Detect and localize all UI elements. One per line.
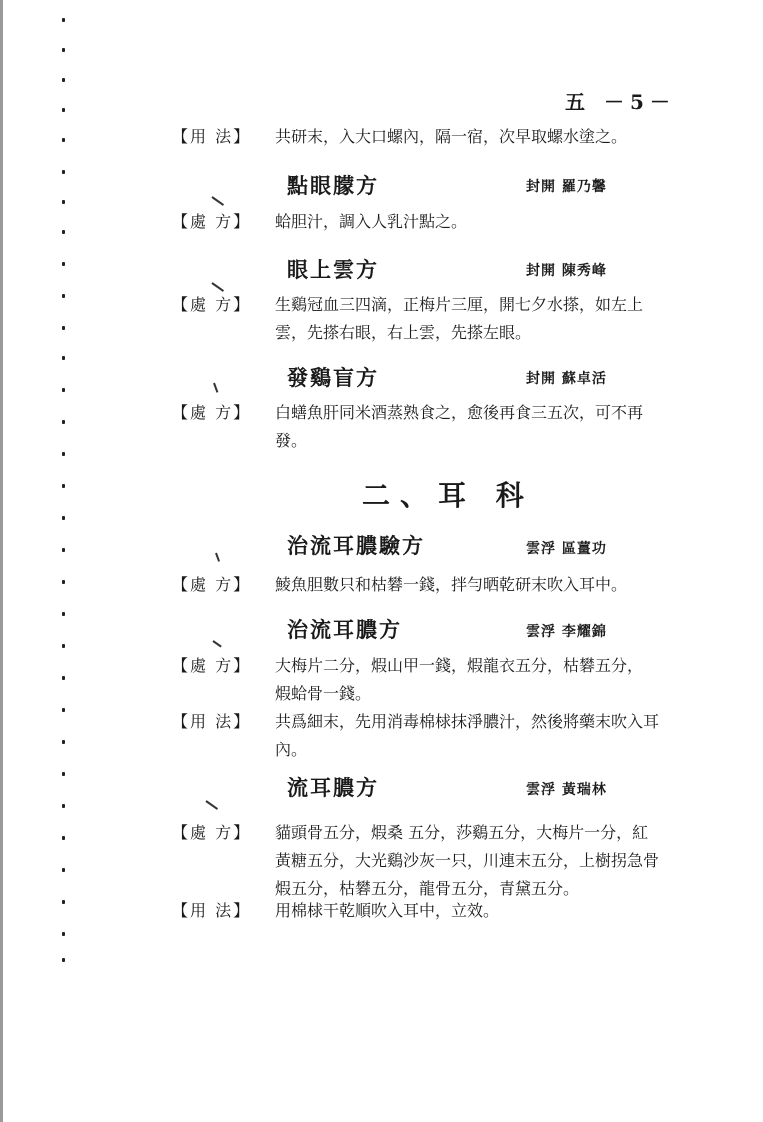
binding-hole	[62, 48, 65, 52]
text-line: 黃糖五分，大光鷄沙灰一只，川連末五分，上樹拐急骨	[275, 851, 660, 870]
text-line: 鯪魚胆數只和枯礬一錢，拌勻晒乾研末吹入耳中。	[275, 575, 628, 594]
binding-hole	[62, 356, 65, 360]
recipe-attribution: 封開 羅乃馨	[526, 179, 607, 195]
recipe-attribution: 雲浮 李耀錦	[526, 624, 607, 640]
binding-hole	[62, 326, 65, 330]
text-line: 煆五分，枯礬五分，龍骨五分，青黛五分。	[275, 879, 580, 898]
binding-hole	[62, 548, 65, 552]
check-mark	[205, 800, 218, 810]
prescription-label: 【處 方】	[172, 403, 252, 422]
check-mark	[211, 196, 224, 206]
recipe-title: 流耳膿方	[287, 775, 379, 800]
binding-hole	[62, 708, 65, 712]
text-line: 白蟮魚肝同米酒蒸熟食之，愈後再食三五次，可不再	[275, 403, 644, 422]
page-number: 五 －5－	[565, 90, 676, 114]
recipe-attribution: 封開 蘇卓活	[526, 371, 607, 387]
prescription-text	[275, 819, 695, 903]
binding-hole	[62, 644, 65, 648]
binding-hole	[62, 108, 65, 112]
prescription-text	[275, 208, 695, 236]
recipe-title: 眼上雲方	[287, 257, 379, 282]
text-line: 共爲細末，先用消毒棉梂抹淨膿汁，然後將藥末吹入耳	[275, 712, 660, 731]
binding-hole	[62, 294, 65, 298]
section-heading: 二、耳 科	[362, 479, 534, 512]
text-line: 內。	[275, 740, 308, 759]
usage-label: 【用 法】	[172, 127, 252, 146]
binding-hole	[62, 78, 65, 82]
binding-hole	[62, 836, 65, 840]
binding-hole	[62, 900, 65, 904]
text-line: 雲，先搽右眼，右上雲，先搽左眼。	[275, 323, 532, 342]
usage-label: 【用 法】	[172, 712, 252, 731]
binding-hole	[62, 230, 65, 234]
prescription-label: 【處 方】	[172, 212, 252, 231]
recipe-title: 發鷄盲方	[287, 365, 379, 390]
binding-hole	[62, 740, 65, 744]
recipe-title: 治流耳膿方	[287, 617, 402, 642]
binding-hole	[62, 388, 65, 392]
binding-hole	[62, 18, 65, 22]
binding-hole	[62, 772, 65, 776]
binding-hole	[62, 516, 65, 520]
binding-hole	[62, 138, 65, 142]
check-mark	[212, 640, 221, 647]
text-line: 貓頭骨五分，煆桑 五分，莎鷄五分，大梅片一分，紅	[275, 823, 649, 842]
recipe-attribution: 封開 陳秀峰	[526, 263, 607, 279]
binding-hole	[62, 484, 65, 488]
usage-label: 【用 法】	[172, 901, 252, 920]
binding-edge	[0, 0, 3, 1122]
usage-text	[275, 708, 695, 764]
check-mark	[213, 383, 218, 393]
binding-hole	[62, 452, 65, 456]
binding-hole	[62, 262, 65, 266]
text-line: 煆蛤骨一錢。	[275, 684, 372, 703]
prescription-label: 【處 方】	[172, 295, 252, 314]
usage-text	[275, 123, 695, 151]
text-line: 蛤胆汁，調入人乳汁點之。	[275, 212, 468, 231]
prescription-label: 【處 方】	[172, 656, 252, 675]
binding-hole	[62, 580, 65, 584]
text-line: 發。	[275, 431, 308, 450]
text-line: 共研末，入大口螺內，隔一宿，次早取螺水塗之。	[275, 127, 628, 146]
prescription-text	[275, 652, 695, 708]
binding-hole	[62, 676, 65, 680]
binding-holes	[62, 0, 70, 1122]
binding-hole	[62, 958, 65, 962]
binding-hole	[62, 200, 65, 204]
check-mark	[215, 553, 220, 562]
prescription-label: 【處 方】	[172, 575, 252, 594]
recipe-title: 治流耳膿驗方	[287, 533, 425, 558]
binding-hole	[62, 612, 65, 616]
recipe-attribution: 雲浮 黃瑞林	[526, 782, 607, 798]
text-line: 生鷄冠血三四滴，正梅片三厘，開七夕水搽，如左上	[275, 295, 644, 314]
check-mark	[211, 282, 224, 292]
binding-hole	[62, 868, 65, 872]
prescription-text	[275, 399, 695, 455]
text-line: 用棉梂干乾順吹入耳中，立效。	[275, 901, 500, 920]
binding-hole	[62, 170, 65, 174]
recipe-attribution: 雲浮 區薑功	[526, 541, 607, 557]
prescription-text	[275, 291, 695, 347]
binding-hole	[62, 932, 65, 936]
binding-hole	[62, 804, 65, 808]
prescription-label: 【處 方】	[172, 823, 252, 842]
usage-text	[275, 897, 695, 925]
text-line: 大梅片二分，煆山甲一錢，煆龍衣五分，枯礬五分，	[275, 656, 644, 675]
prescription-text	[275, 571, 695, 599]
binding-hole	[62, 420, 65, 424]
recipe-title: 點眼朦方	[287, 173, 379, 198]
